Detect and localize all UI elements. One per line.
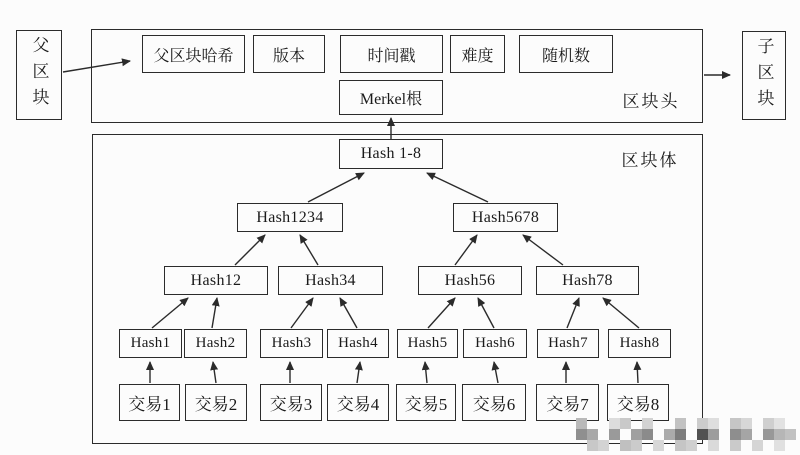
field-nonce: 随机数 [519,35,613,73]
watermark-cell [620,440,631,451]
watermark-cell [631,418,642,429]
watermark-cell [741,440,752,451]
field-version: 版本 [253,35,325,73]
merkle-node-hash78: Hash78 [536,266,639,295]
transaction-7-box: 交易7 [536,384,599,421]
watermark-cell [697,418,708,429]
block-header-label: 区块头 [622,91,680,111]
watermark-cell [730,440,741,451]
parent-block-box [16,30,62,120]
merkle-node-hash8: Hash8 [608,329,671,358]
watermark-cell [774,440,785,451]
watermark-cell [708,429,719,440]
watermark-cell [675,418,686,429]
merkle-node-hash-1-8: Hash 1-8 [339,139,443,169]
watermark-cell [763,440,774,451]
parent-block-label: 父区块 [29,36,49,114]
child-block-box [742,31,786,120]
watermark-cell [587,429,598,440]
watermark-cell [697,429,708,440]
merkle-node-hash5678: Hash5678 [453,203,558,232]
watermark-cell [785,418,796,429]
child-block-label: 子区块 [754,36,774,115]
watermark-cell [609,418,620,429]
watermark-cell [664,429,675,440]
field-difficulty: 难度 [450,35,505,73]
watermark-cell [653,418,664,429]
watermark-cell [697,440,708,451]
field-parent-block-hash: 父区块哈希 [142,35,245,73]
watermark-cell [785,429,796,440]
watermark-cell [686,418,697,429]
watermark-cell [642,418,653,429]
watermark-cell [785,440,796,451]
watermark-cell [609,440,620,451]
watermark-cell [708,418,719,429]
watermark-cell [598,440,609,451]
merkle-node-hash6: Hash6 [463,329,527,358]
watermark-cell [752,429,763,440]
watermark-cell [675,440,686,451]
watermark-cell [576,418,587,429]
watermark-cell [664,440,675,451]
watermark-cell [719,440,730,451]
merkle-node-hash56: Hash56 [418,266,522,295]
watermark-cell [752,418,763,429]
watermark-cell [730,429,741,440]
watermark-cell [642,429,653,440]
watermark-cell [774,429,785,440]
watermark-cell [609,429,620,440]
watermark-cell [719,418,730,429]
watermark-cell [675,429,686,440]
merkle-node-hash5: Hash5 [397,329,458,358]
block-body-label: 区块体 [621,150,679,170]
transaction-4-box: 交易4 [327,384,389,421]
watermark-cell [587,440,598,451]
watermark-cell [587,418,598,429]
watermark-cell [620,429,631,440]
merkle-node-hash7: Hash7 [537,329,599,358]
watermark-mosaic [576,418,796,451]
field-timestamp: 时间戳 [340,35,443,73]
transaction-5-box: 交易5 [396,384,456,421]
watermark-cell [576,440,587,451]
merkle-node-hash1234: Hash1234 [237,203,343,232]
watermark-cell [576,429,587,440]
watermark-cell [631,429,642,440]
transaction-1-box: 交易1 [119,384,180,421]
merkle-node-hash34: Hash34 [278,266,383,295]
watermark-cell [686,440,697,451]
merkle-node-hash2: Hash2 [184,329,247,358]
watermark-cell [598,418,609,429]
merkle-node-hash4: Hash4 [327,329,389,358]
watermark-cell [686,429,697,440]
watermark-cell [708,440,719,451]
transaction-2-box: 交易2 [185,384,247,421]
merkle-node-hash12: Hash12 [164,266,268,295]
watermark-cell [763,429,774,440]
field-merkle-root: Merkel根 [339,80,443,115]
watermark-cell [752,440,763,451]
watermark-cell [620,418,631,429]
watermark-cell [741,429,752,440]
watermark-cell [653,429,664,440]
merkle-node-hash1: Hash1 [119,329,182,358]
watermark-cell [664,418,675,429]
watermark-cell [642,440,653,451]
transaction-6-box: 交易6 [462,384,526,421]
watermark-cell [598,429,609,440]
watermark-cell [741,418,752,429]
watermark-cell [774,418,785,429]
watermark-cell [631,440,642,451]
transaction-3-box: 交易3 [260,384,322,421]
merkle-node-hash3: Hash3 [260,329,323,358]
watermark-cell [719,429,730,440]
watermark-cell [763,418,774,429]
watermark-cell [730,418,741,429]
transaction-8-box: 交易8 [607,384,669,421]
watermark-cell [653,440,664,451]
